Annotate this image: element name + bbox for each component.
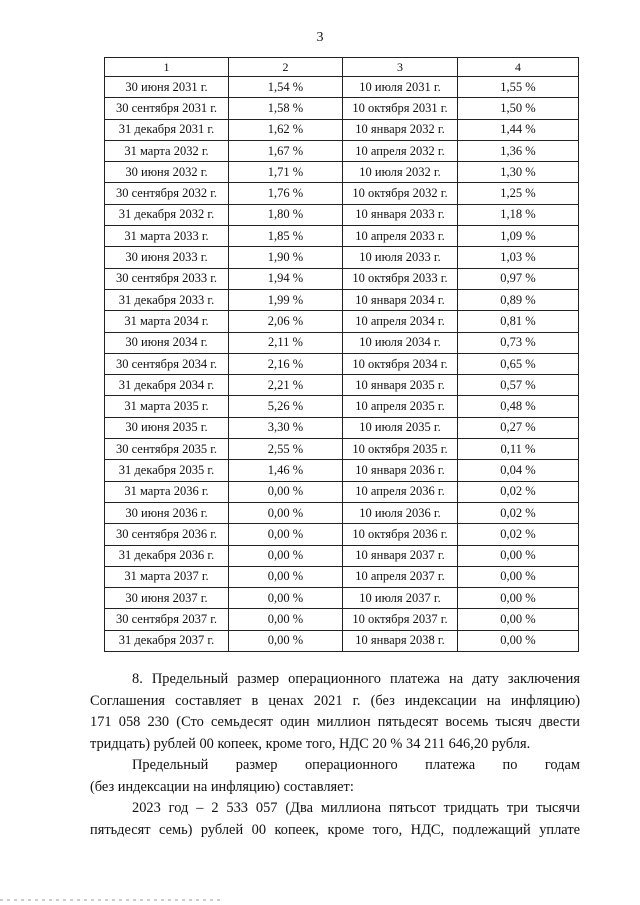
table-row (105, 289, 579, 310)
table-row (105, 396, 579, 417)
table-cell: 5,26 % (229, 396, 343, 417)
table-cell: 2,11 % (229, 332, 343, 353)
table-cell: 1,18 % (458, 204, 579, 225)
table-cell: 10 января 2037 г. (343, 545, 458, 566)
text-line: (без индексации на инфляцию) составляет: (90, 778, 354, 795)
table-cell: 0,00 % (229, 481, 343, 502)
table-cell: 1,44 % (458, 119, 579, 140)
table-cell: 1,90 % (229, 247, 343, 268)
table-cell: 31 декабря 2036 г. (105, 545, 229, 566)
table-cell: 0,00 % (229, 588, 343, 609)
table-cell: 0,00 % (229, 566, 343, 587)
table-cell: 1,94 % (229, 268, 343, 289)
table-cell: 10 января 2036 г. (343, 460, 458, 481)
table-cell: 31 марта 2033 г. (105, 226, 229, 247)
table-cell: 10 июля 2033 г. (343, 247, 458, 268)
table-cell: 0,81 % (458, 311, 579, 332)
table-cell: 10 января 2033 г. (343, 204, 458, 225)
table-cell: 10 апреля 2036 г. (343, 481, 458, 502)
table-body (105, 77, 579, 652)
table-cell: 0,02 % (458, 524, 579, 545)
table-cell: 31 декабря 2034 г. (105, 375, 229, 396)
table-cell: 30 сентября 2037 г. (105, 609, 229, 630)
table-cell: 1,50 % (458, 98, 579, 119)
table-cell: 10 июля 2032 г. (343, 162, 458, 183)
table-row (105, 566, 579, 587)
table-cell: 31 декабря 2035 г. (105, 460, 229, 481)
table-cell: 0,02 % (458, 502, 579, 523)
table-row (105, 332, 579, 353)
table-cell: 0,73 % (458, 332, 579, 353)
table-row (105, 375, 579, 396)
table-cell: 10 января 2038 г. (343, 630, 458, 651)
table-cell: 0,11 % (458, 439, 579, 460)
table-cell: 10 апреля 2033 г. (343, 226, 458, 247)
table-row (105, 226, 579, 247)
table-cell: 0,00 % (458, 545, 579, 566)
page-number: 3 (316, 30, 324, 45)
table-cell: 30 сентября 2035 г. (105, 439, 229, 460)
table-row (105, 481, 579, 502)
table-row (105, 247, 579, 268)
table-row (105, 609, 579, 630)
table-cell: 31 декабря 2037 г. (105, 630, 229, 651)
table-cell: 31 декабря 2031 г. (105, 119, 229, 140)
table-cell: 2,06 % (229, 311, 343, 332)
table-cell: 1,30 % (458, 162, 579, 183)
table-cell: 30 сентября 2032 г. (105, 183, 229, 204)
table-cell: 10 июля 2036 г. (343, 502, 458, 523)
table-cell: 10 января 2034 г. (343, 289, 458, 310)
table-cell: 1,71 % (229, 162, 343, 183)
paragraph-operational-payment-limit (90, 669, 580, 755)
table-cell: 10 июля 2031 г. (343, 77, 458, 98)
table-cell: 0,27 % (458, 417, 579, 438)
table-row (105, 77, 579, 98)
table-row (105, 502, 579, 523)
table-row (105, 140, 579, 161)
table-cell: 1,76 % (229, 183, 343, 204)
table-row (105, 460, 579, 481)
table-cell: 0,04 % (458, 460, 579, 481)
text-line: 8. Предельный размер операционного платежа на дату заключения (132, 671, 580, 687)
table-cell: 31 марта 2036 г. (105, 481, 229, 502)
table-cell: 1,62 % (229, 119, 343, 140)
table-cell: 31 марта 2032 г. (105, 140, 229, 161)
table-cell: 30 июня 2033 г. (105, 247, 229, 268)
paragraph-year-2023 (90, 798, 580, 841)
scan-edge-artifact (0, 899, 220, 901)
text-line: Предельный размер операционного платежа по годам (132, 757, 580, 773)
table-cell: 10 апреля 2034 г. (343, 311, 458, 332)
column-header: 2 (229, 58, 343, 77)
table-row (105, 417, 579, 438)
table-row (105, 268, 579, 289)
table-cell: 1,46 % (229, 460, 343, 481)
column-header: 3 (343, 58, 458, 77)
table-row (105, 162, 579, 183)
table-cell: 30 сентября 2034 г. (105, 353, 229, 374)
table-cell: 30 июня 2034 г. (105, 332, 229, 353)
table-cell: 1,85 % (229, 226, 343, 247)
table-cell: 0,97 % (458, 268, 579, 289)
table-cell: 1,36 % (458, 140, 579, 161)
table-cell: 30 июня 2031 г. (105, 77, 229, 98)
table-cell: 1,54 % (229, 77, 343, 98)
text-line: 2023 год – 2 533 057 (Два миллиона пятьсот тридцать три тысячи (132, 800, 580, 816)
table-cell: 30 сентября 2033 г. (105, 268, 229, 289)
table-cell: 0,65 % (458, 353, 579, 374)
table-row (105, 524, 579, 545)
table-cell: 0,00 % (229, 545, 343, 566)
table-cell: 30 июня 2036 г. (105, 502, 229, 523)
table-cell: 31 декабря 2033 г. (105, 289, 229, 310)
table-cell: 0,00 % (458, 609, 579, 630)
table-cell: 1,09 % (458, 226, 579, 247)
table-cell: 10 октября 2037 г. (343, 609, 458, 630)
table-cell: 0,00 % (229, 630, 343, 651)
column-header: 1 (105, 58, 229, 77)
table-cell: 10 октября 2034 г. (343, 353, 458, 374)
table-cell: 10 апреля 2035 г. (343, 396, 458, 417)
table-cell: 1,03 % (458, 247, 579, 268)
column-header: 4 (458, 58, 579, 77)
table-cell: 0,02 % (458, 481, 579, 502)
table-cell: 0,00 % (458, 588, 579, 609)
table-cell: 10 октября 2033 г. (343, 268, 458, 289)
table-row (105, 439, 579, 460)
table-cell: 1,99 % (229, 289, 343, 310)
table-row (105, 119, 579, 140)
table-cell: 10 июля 2034 г. (343, 332, 458, 353)
table-cell: 10 января 2032 г. (343, 119, 458, 140)
table-cell: 0,00 % (229, 524, 343, 545)
table-cell: 31 марта 2037 г. (105, 566, 229, 587)
table-row (105, 353, 579, 374)
table-cell: 31 марта 2034 г. (105, 311, 229, 332)
text-line: 171 058 230 (Сто семьдесят один миллион пятьдесят восемь тысяч двести (90, 714, 580, 730)
table-cell: 0,00 % (229, 502, 343, 523)
table-cell: 1,67 % (229, 140, 343, 161)
table-cell: 2,21 % (229, 375, 343, 396)
table-header-row (105, 58, 579, 77)
table-row (105, 545, 579, 566)
text-line: Соглашения составляет в ценах 2021 г. (без индексации на инфляцию) (90, 692, 580, 709)
table-cell: 30 сентября 2031 г. (105, 98, 229, 119)
table-cell: 30 июня 2032 г. (105, 162, 229, 183)
table-cell: 10 октября 2032 г. (343, 183, 458, 204)
payment-schedule-table (104, 57, 579, 652)
table-cell: 0,89 % (458, 289, 579, 310)
table-cell: 0,00 % (458, 630, 579, 651)
table-cell: 2,55 % (229, 439, 343, 460)
table-cell: 0,00 % (458, 566, 579, 587)
table-cell: 10 октября 2036 г. (343, 524, 458, 545)
table-cell: 31 марта 2035 г. (105, 396, 229, 417)
table-cell: 10 апреля 2037 г. (343, 566, 458, 587)
table-cell: 2,16 % (229, 353, 343, 374)
table-row (105, 183, 579, 204)
table-cell: 10 июля 2037 г. (343, 588, 458, 609)
table-cell: 10 октября 2031 г. (343, 98, 458, 119)
table-cell: 3,30 % (229, 417, 343, 438)
table-cell: 30 июня 2035 г. (105, 417, 229, 438)
table-cell: 1,80 % (229, 204, 343, 225)
table-cell: 0,48 % (458, 396, 579, 417)
table-row (105, 204, 579, 225)
paragraph-payment-by-year (90, 755, 580, 798)
table-cell: 10 октября 2035 г. (343, 439, 458, 460)
table-cell: 0,57 % (458, 375, 579, 396)
table-cell: 31 декабря 2032 г. (105, 204, 229, 225)
table-row (105, 630, 579, 651)
table-cell: 30 июня 2037 г. (105, 588, 229, 609)
table-cell: 30 сентября 2036 г. (105, 524, 229, 545)
table-row (105, 588, 579, 609)
table-cell: 10 января 2035 г. (343, 375, 458, 396)
table-cell: 1,58 % (229, 98, 343, 119)
table-row (105, 311, 579, 332)
table-row (105, 98, 579, 119)
text-line: тридцать) рублей 00 копеек, кроме того, НДС 20 % 34 211 646,20 рубля. (90, 735, 531, 752)
table-cell: 1,25 % (458, 183, 579, 204)
table-cell: 10 апреля 2032 г. (343, 140, 458, 161)
text-line: пятьдесят семь) рублей 00 копеек, кроме того, НДС, подлежащий уплате (90, 821, 580, 838)
table-cell: 0,00 % (229, 609, 343, 630)
table-cell: 1,55 % (458, 77, 579, 98)
table-cell: 10 июля 2035 г. (343, 417, 458, 438)
